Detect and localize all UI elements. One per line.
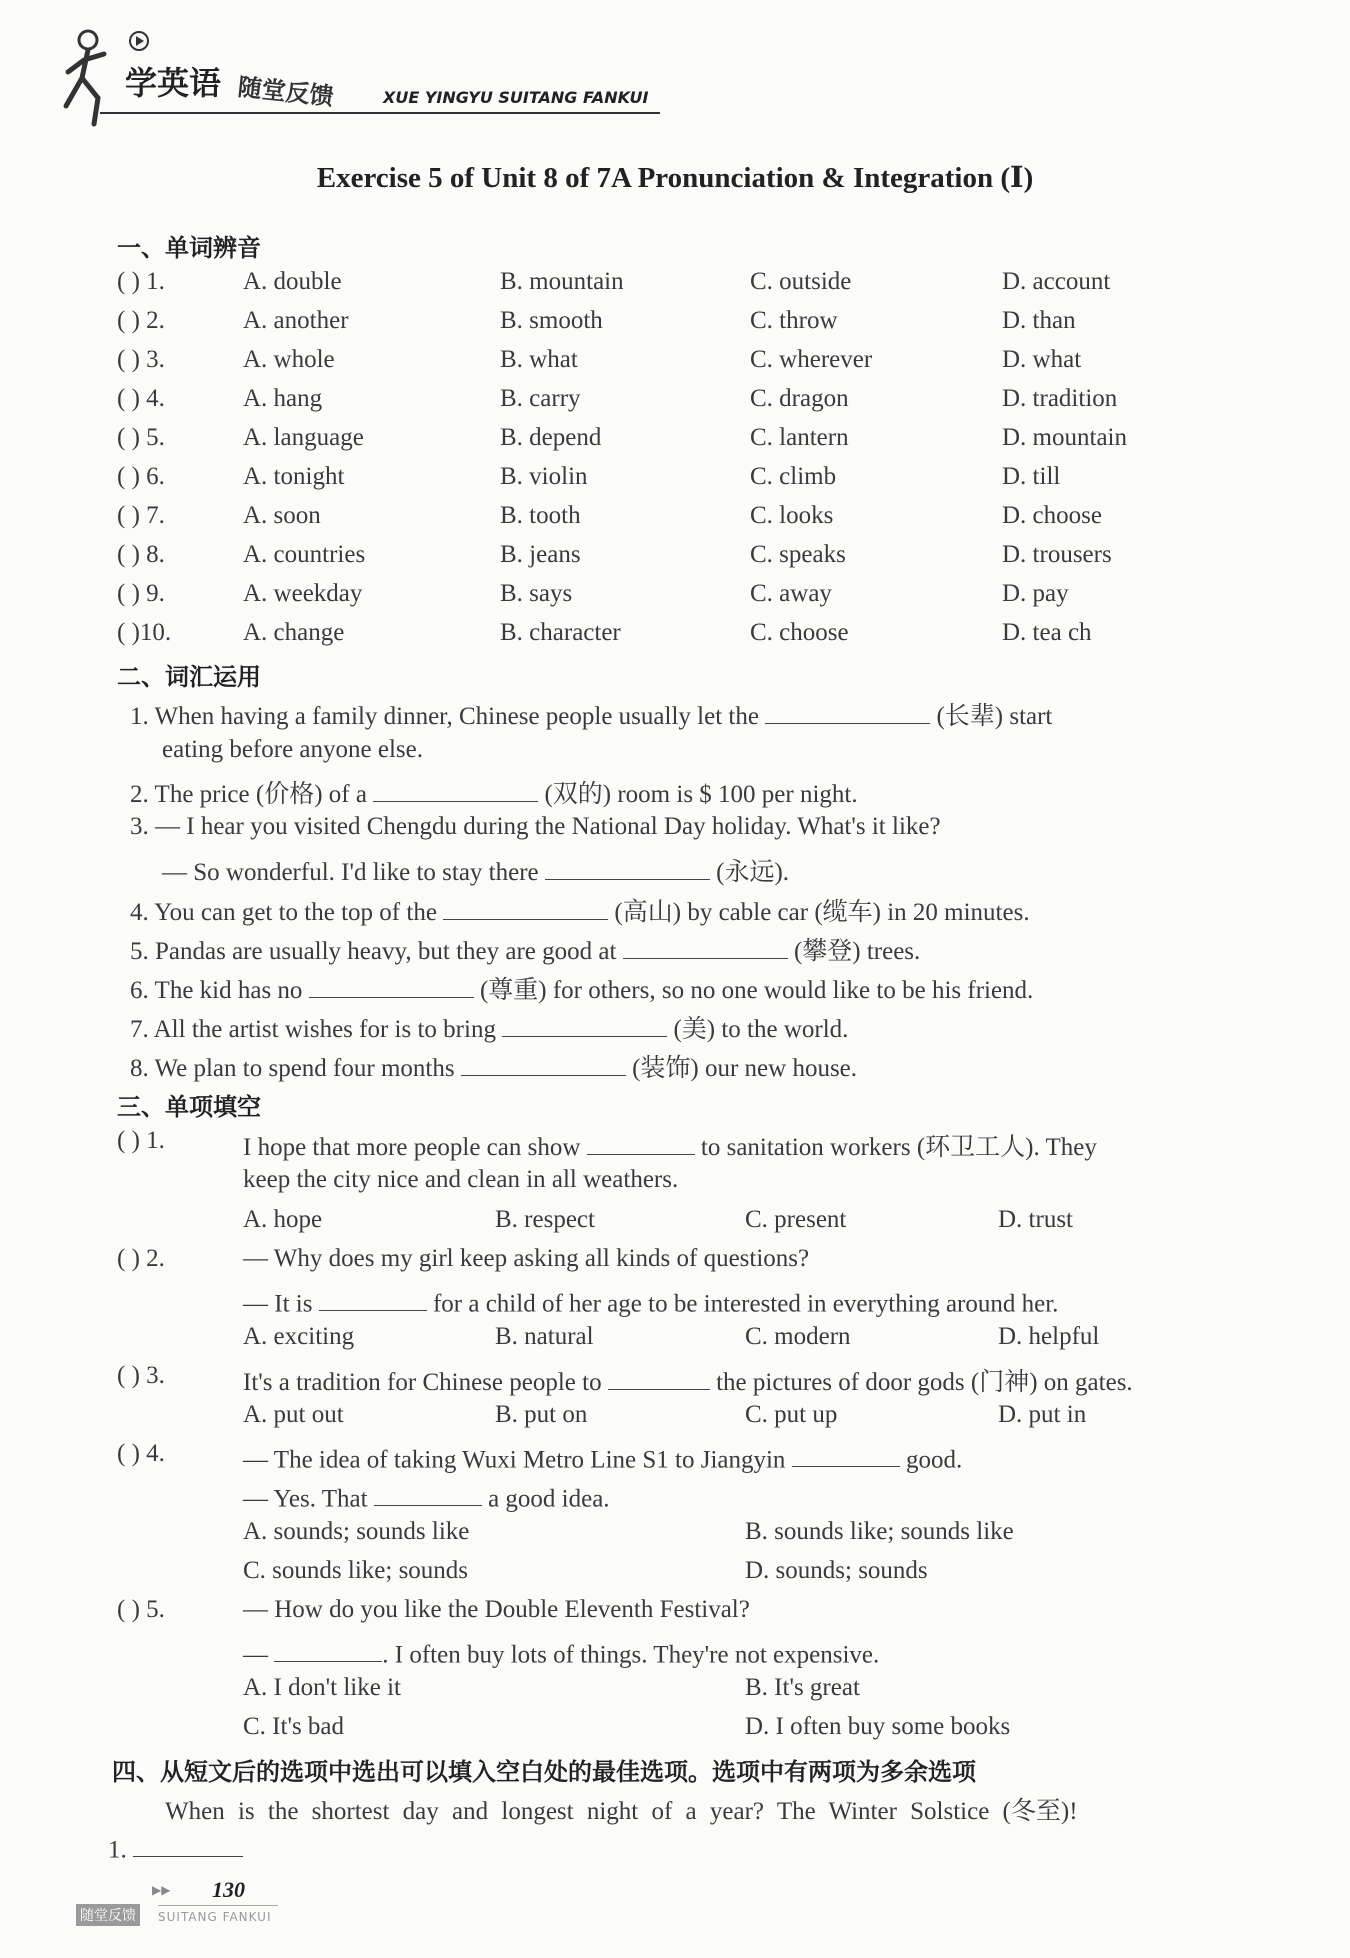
footer-divider xyxy=(158,1905,278,1906)
s4-blank-number: 1. xyxy=(108,1836,127,1864)
s2-q7-text: 7. All the artist wishes for is to bring xyxy=(130,1016,496,1043)
s1-option-c[interactable]: C. lantern xyxy=(750,424,849,451)
s3-q3-line1 xyxy=(243,1362,1133,1398)
s1-option-d[interactable]: D. account xyxy=(1002,268,1111,295)
s3-q4-line2 xyxy=(243,1479,610,1513)
arrow-icon: ▶▶ xyxy=(152,1883,171,1897)
s2-q5-hint: (攀登) trees. xyxy=(793,938,921,965)
s1-option-b[interactable]: B. says xyxy=(500,580,573,607)
s1-option-a[interactable]: A. hang xyxy=(243,385,323,412)
s3-q2-line2 xyxy=(243,1284,1058,1318)
s3-q4-text: — The idea of taking Wuxi Metro Line S1 to Jiangyin xyxy=(243,1446,786,1474)
s4-paragraph: When is the shortest day and longest night of a year? The Winter Solstice (冬至)! xyxy=(165,1798,1078,1825)
s3-q1-text-cont: to sanitation workers (环卫工人). They xyxy=(700,1134,1097,1161)
s2-q2 xyxy=(130,774,858,810)
s1-option-c[interactable]: C. dragon xyxy=(750,385,849,412)
s3-q4-option-d[interactable]: D. sounds; sounds xyxy=(745,1557,928,1584)
s2-q4-hint: (高山) by cable car (缆车) in 20 minutes. xyxy=(614,899,1030,926)
s3-q5-option-c[interactable]: C. It's bad xyxy=(243,1713,345,1740)
answer-blank[interactable] xyxy=(133,1830,243,1857)
s3-q2-text: — It is xyxy=(243,1290,313,1318)
s1-question-number: ( ) 6. xyxy=(117,463,165,490)
section-2-heading: 二、词汇运用 xyxy=(117,663,261,691)
answer-blank[interactable] xyxy=(608,1363,710,1390)
header-divider xyxy=(100,112,660,114)
s3-q2-line1: — Why does my girl keep asking all kinds of questions? xyxy=(243,1245,810,1272)
s2-q3-hint: (永远). xyxy=(716,859,790,886)
s1-option-d[interactable]: D. mountain xyxy=(1002,424,1127,451)
s2-q5 xyxy=(130,931,920,967)
s1-option-b[interactable]: B. what xyxy=(500,346,578,373)
s1-option-d[interactable]: D. tea ch xyxy=(1002,619,1092,646)
s3-q1-number: ( ) 1. xyxy=(117,1127,165,1154)
s3-q2-option-c[interactable]: C. modern xyxy=(745,1323,851,1350)
s3-q5-option-d[interactable]: D. I often buy some books xyxy=(745,1713,1011,1740)
s3-q1-line1 xyxy=(243,1127,1097,1163)
s3-q1-option-d[interactable]: D. trust xyxy=(998,1206,1073,1233)
s1-option-a[interactable]: A. language xyxy=(243,424,364,451)
s4-blank-1 xyxy=(108,1830,243,1864)
s1-option-c[interactable]: C. climb xyxy=(750,463,837,490)
section-1-heading: 一、单词辨音 xyxy=(117,234,261,262)
s1-option-a[interactable]: A. whole xyxy=(243,346,335,373)
s1-option-a[interactable]: A. change xyxy=(243,619,345,646)
s1-option-b[interactable]: B. tooth xyxy=(500,502,581,529)
footer-tag: 随堂反馈 xyxy=(76,1904,140,1926)
s2-q1-line2: eating before anyone else. xyxy=(162,736,423,763)
s2-q4-text: 4. You can get to the top of the xyxy=(130,899,437,926)
header-brand: 学英语 xyxy=(125,64,222,102)
s3-q5-text: . I often buy lots of things. They're not expensive. xyxy=(382,1641,880,1669)
s3-q1-option-c[interactable]: C. present xyxy=(745,1206,847,1233)
s3-q5-line1: — How do you like the Double Eleventh Festival? xyxy=(243,1596,750,1623)
s3-q5-option-a[interactable]: A. I don't like it xyxy=(243,1674,401,1701)
s3-q5-line2 xyxy=(243,1635,879,1669)
answer-blank[interactable] xyxy=(309,971,474,998)
s1-option-b[interactable]: B. carry xyxy=(500,385,581,412)
s1-question-number: ( ) 2. xyxy=(117,307,165,334)
s1-question-number: ( ) 7. xyxy=(117,502,165,529)
s1-option-d[interactable]: D. what xyxy=(1002,346,1082,373)
s2-q7-hint: (美) to the world. xyxy=(673,1016,849,1043)
s1-option-b[interactable]: B. jeans xyxy=(500,541,581,568)
s3-q3-option-d[interactable]: D. put in xyxy=(998,1401,1087,1428)
s3-q4-text-cont: good. xyxy=(905,1446,963,1474)
s3-q2-number: ( ) 2. xyxy=(117,1245,165,1272)
s2-q3-line2 xyxy=(162,852,789,888)
footer-subtitle: SUITANG FANKUI xyxy=(158,1910,272,1924)
s3-q5-dash: — xyxy=(243,1641,268,1669)
s2-q7 xyxy=(130,1009,848,1045)
s1-question-number: ( )10. xyxy=(117,619,172,646)
s1-option-d[interactable]: D. trousers xyxy=(1002,541,1112,568)
s1-option-d[interactable]: D. choose xyxy=(1002,502,1102,529)
s1-option-c[interactable]: C. outside xyxy=(750,268,852,295)
s3-q1-text: I hope that more people can show xyxy=(243,1134,581,1161)
header-brand-secondary: 随堂反馈 xyxy=(236,73,335,111)
s3-q1-line2: keep the city nice and clean in all weathers. xyxy=(243,1166,679,1193)
s2-q1-hint: (长辈) start xyxy=(936,703,1053,730)
s1-question-number: ( ) 8. xyxy=(117,541,165,568)
s3-q4-number: ( ) 4. xyxy=(117,1440,165,1467)
s1-option-b[interactable]: B. smooth xyxy=(500,307,603,334)
s2-q8-text: 8. We plan to spend four months xyxy=(130,1055,455,1082)
s2-q4 xyxy=(130,892,1030,928)
s2-q3-line1: 3. — I hear you visited Chengdu during the National Day holiday. What's it like? xyxy=(130,813,941,840)
s2-q2-hint: (双的) room is $ 100 per night. xyxy=(544,781,858,808)
answer-blank[interactable] xyxy=(587,1128,695,1155)
play-icon xyxy=(128,30,150,52)
s2-q3-text: — So wonderful. I'd like to stay there xyxy=(162,859,539,886)
s1-option-c[interactable]: C. looks xyxy=(750,502,834,529)
s1-option-c[interactable]: C. wherever xyxy=(750,346,873,373)
s1-option-a[interactable]: A. weekday xyxy=(243,580,363,607)
s1-question-number: ( ) 4. xyxy=(117,385,165,412)
section-4-heading: 四、从短文后的选项中选出可以填入空白处的最佳选项。选项中有两项为多余选项 xyxy=(112,1758,976,1786)
s1-option-a[interactable]: A. soon xyxy=(243,502,321,529)
page-title: Exercise 5 of Unit 8 of 7A Pronunciation & Integration (Ⅰ) xyxy=(316,162,1034,194)
s1-option-c[interactable]: C. speaks xyxy=(750,541,846,568)
s1-option-a[interactable]: A. double xyxy=(243,268,342,295)
header-subtitle: XUE YINGYU SUITANG FANKUI xyxy=(383,88,649,107)
s1-option-a[interactable]: A. another xyxy=(243,307,349,334)
s2-q2-text: 2. The price (价格) of a xyxy=(130,781,367,808)
page-number: 130 xyxy=(212,1877,245,1902)
answer-blank[interactable] xyxy=(545,853,710,880)
s1-option-c[interactable]: C. away xyxy=(750,580,832,607)
s2-q6 xyxy=(130,970,1033,1006)
s3-q4-option-b[interactable]: B. sounds like; sounds like xyxy=(745,1518,1014,1545)
answer-blank[interactable] xyxy=(319,1284,427,1311)
s3-q3-text-cont: the pictures of door gods (门神) on gates. xyxy=(716,1369,1133,1396)
s1-question-number: ( ) 1. xyxy=(117,268,165,295)
s1-option-b[interactable]: B. mountain xyxy=(500,268,624,295)
s3-q2-text-cont: for a child of her age to be interested in everything around her. xyxy=(432,1290,1059,1318)
s1-option-d[interactable]: D. pay xyxy=(1002,580,1069,607)
s1-question-number: ( ) 5. xyxy=(117,424,165,451)
answer-blank[interactable] xyxy=(443,893,608,920)
s1-option-a[interactable]: A. countries xyxy=(243,541,366,568)
s2-q6-hint: (尊重) for others, so no one would like to be his friend. xyxy=(479,977,1034,1004)
section-3-heading: 三、单项填空 xyxy=(117,1093,261,1121)
s1-option-d[interactable]: D. tradition xyxy=(1002,385,1118,412)
s3-q5-number: ( ) 5. xyxy=(117,1596,165,1623)
s1-question-number: ( ) 9. xyxy=(117,580,165,607)
s3-q5-option-b[interactable]: B. It's great xyxy=(745,1674,860,1701)
s3-q4-text2-cont: a good idea. xyxy=(488,1485,610,1513)
s3-q2-option-d[interactable]: D. helpful xyxy=(998,1323,1100,1350)
answer-blank[interactable] xyxy=(502,1010,667,1037)
s3-q3-text: It's a tradition for Chinese people to xyxy=(243,1369,602,1396)
s3-q4-line1 xyxy=(243,1440,962,1474)
answer-blank[interactable] xyxy=(374,1479,482,1506)
s3-q1-option-b[interactable]: B. respect xyxy=(495,1206,595,1233)
s3-q3-option-a[interactable]: A. put out xyxy=(243,1401,344,1428)
s3-q4-option-a[interactable]: A. sounds; sounds like xyxy=(243,1518,470,1545)
s3-q2-option-b[interactable]: B. natural xyxy=(495,1323,594,1350)
answer-blank[interactable] xyxy=(623,932,788,959)
s1-option-d[interactable]: D. till xyxy=(1002,463,1061,490)
s2-q8-hint: (装饰) our new house. xyxy=(632,1055,858,1082)
s2-q6-text: 6. The kid has no xyxy=(130,977,303,1004)
s2-q1-text: 1. When having a family dinner, Chinese people usually let the xyxy=(130,703,759,730)
answer-blank[interactable] xyxy=(765,697,930,724)
answer-blank[interactable] xyxy=(274,1635,382,1662)
s3-q4-option-c[interactable]: C. sounds like; sounds xyxy=(243,1557,469,1584)
answer-blank[interactable] xyxy=(792,1440,900,1467)
s1-option-a[interactable]: A. tonight xyxy=(243,463,345,490)
s3-q3-number: ( ) 3. xyxy=(117,1362,165,1389)
s3-q2-option-a[interactable]: A. exciting xyxy=(243,1323,355,1350)
s1-question-number: ( ) 3. xyxy=(117,346,165,373)
s3-q1-option-a[interactable]: A. hope xyxy=(243,1206,323,1233)
s2-q5-text: 5. Pandas are usually heavy, but they are good at xyxy=(130,938,617,965)
s2-q1-line1 xyxy=(130,696,1052,732)
s2-q8 xyxy=(130,1048,857,1084)
answer-blank[interactable] xyxy=(373,775,538,802)
s1-option-b[interactable]: B. depend xyxy=(500,424,602,451)
answer-blank[interactable] xyxy=(461,1049,626,1076)
s1-option-b[interactable]: B. violin xyxy=(500,463,588,490)
s1-option-d[interactable]: D. than xyxy=(1002,307,1076,334)
s1-option-b[interactable]: B. character xyxy=(500,619,621,646)
s3-q3-option-c[interactable]: C. put up xyxy=(745,1401,838,1428)
s3-q3-option-b[interactable]: B. put on xyxy=(495,1401,588,1428)
s1-option-c[interactable]: C. choose xyxy=(750,619,849,646)
s1-option-c[interactable]: C. throw xyxy=(750,307,838,334)
s3-q4-text2: — Yes. That xyxy=(243,1485,368,1513)
